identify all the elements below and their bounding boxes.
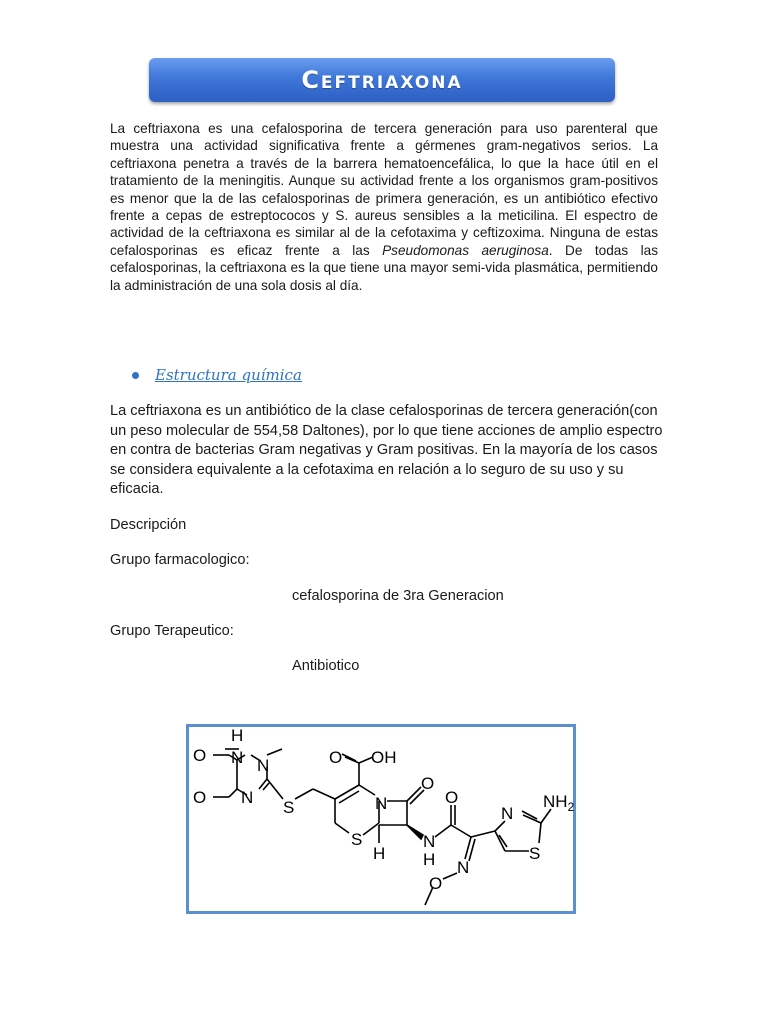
- atom-h-ring: H: [373, 844, 386, 863]
- page-title: Ceftriaxona: [301, 66, 463, 94]
- atom-n-betalactam: N: [375, 794, 388, 813]
- atom-n-amide: N: [423, 832, 436, 851]
- grupo-terapeutico-value: Antibiotico: [292, 658, 360, 674]
- atom-o-left1: O: [193, 746, 207, 765]
- grupo-farmacologico-label: Grupo farmacologico:: [110, 552, 250, 568]
- intro-text-part2: . De todas las cefalosporinas, la ceftriaxona es la que tiene una mayor semi-vida plasmática, permitiendo la administración de una sola dosis al día.: [110, 242, 658, 293]
- atom-s-thiazole: S: [529, 844, 541, 863]
- atom-h-top: H: [231, 726, 244, 745]
- atom-n2: N: [257, 756, 270, 775]
- atom-cooh-oh: OH: [371, 748, 397, 767]
- atom-o-amide: O: [445, 788, 459, 807]
- chemical-structure-figure: [186, 724, 576, 914]
- intro-paragraph: [110, 120, 658, 294]
- atom-o-oxime: O: [429, 874, 443, 893]
- atom-h-amide: H: [423, 850, 436, 869]
- atom-nh2-subscript: 2: [567, 800, 575, 814]
- grupo-farmacologico-value: cefalosporina de 3ra Generacion: [292, 588, 504, 604]
- atom-s-thioether: S: [283, 798, 295, 817]
- atom-n-oxime: N: [457, 858, 470, 877]
- description-paragraph: La ceftriaxona es un antibiótico de la clase cefalosporinas de tercera generación(con un peso molecular de 554,58 Daltones), por lo que tiene acciones de amplio espectro en contra de bacterias Gram negativas y Gram positivas. En la mayoría de los casos se considera equivalente a la cefotaxima en relación a lo seguro de su uso y su eficacia.: [110, 403, 663, 498]
- estructura-quimica-link[interactable]: Estructura química: [155, 366, 302, 384]
- atom-s-ring: S: [351, 830, 363, 849]
- atom-nh2: [543, 792, 575, 814]
- atom-n1: N: [231, 748, 244, 767]
- grupo-terapeutico-label: Grupo Terapeutico:: [110, 623, 234, 639]
- structure-diagram: [189, 727, 573, 911]
- atom-n3: N: [241, 788, 254, 807]
- bullet-dot-icon: [132, 372, 139, 379]
- atom-o-left2: O: [193, 788, 207, 807]
- section-bullet: [132, 366, 302, 384]
- intro-text-part1: La ceftriaxona es una cefalosporina de tercera generación para uso parenteral que muestra una actividad significativa frente a gérmenes gram-negativos serios. La ceftriaxona penetra a través de la barrera hematoencefálica, lo que la hace útil en el tratamiento de la meningitis. Aunque su actividad frente a los organismos gram-positivos es menor que la de las cefalosporinas de primera generación, es un antibiótico efectivo frente a cepas de estreptococos y S. aureus sensibles a la meticilina. El espectro de actividad de la ceftriaxona es similar al de la cefotaxima y ceftizoxima. Ninguna de estas cefalosporinas es eficaz frente a las: [110, 121, 658, 258]
- atom-nh2-main: NH: [543, 792, 568, 811]
- intro-italic-species: Pseudomonas aeruginosa: [382, 242, 549, 258]
- atom-n-thiazole: N: [501, 804, 514, 823]
- descripcion-label: Descripción: [110, 517, 187, 533]
- atom-cooh-o: O: [329, 748, 343, 767]
- atom-o-betalactam: O: [421, 774, 435, 793]
- title-banner: [149, 58, 615, 102]
